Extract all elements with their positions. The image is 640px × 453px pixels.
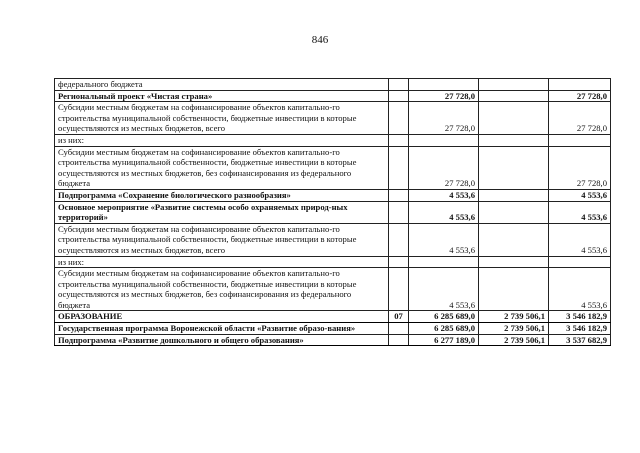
row-name-cell: федерального бюджета [55,79,389,91]
row-col2-cell [479,146,549,189]
row-code-cell [389,102,409,135]
row-col3-cell: 27 728,0 [549,146,611,189]
budget-table-body [55,79,611,346]
row-col3-cell: 3 537 682,9 [549,334,611,346]
table-row [55,189,611,201]
row-code-cell [389,146,409,189]
row-name-cell: ОБРАЗОВАНИЕ [55,311,389,323]
table-row [55,90,611,102]
row-col2-cell [479,134,549,146]
row-name-cell: Региональный проект «Чистая страна» [55,90,389,102]
row-total-cell: 6 277 189,0 [409,334,479,346]
row-col2-cell: 2 739 506,1 [479,334,549,346]
row-total-cell: 4 553,6 [409,223,479,256]
row-col2-cell: 2 739 506,1 [479,323,549,335]
row-col2-cell [479,223,549,256]
table-row [55,334,611,346]
row-code-cell [389,90,409,102]
row-col3-cell [549,79,611,91]
row-col2-cell: 2 739 506,1 [479,311,549,323]
row-total-cell: 6 285 689,0 [409,311,479,323]
row-col2-cell [479,256,549,268]
row-name-cell: Подпрограмма «Сохранение биологического разнообразия» [55,189,389,201]
budget-table [54,78,611,346]
table-row [55,268,611,311]
row-code-cell [389,201,409,223]
row-code-cell [389,256,409,268]
table-row [55,201,611,223]
table-row [55,79,611,91]
row-total-cell: 27 728,0 [409,146,479,189]
row-name-cell: Субсидии местным бюджетам на софинансирование объектов капитально-го строительства муниципальной собственности, бюджетные инвестиции в которые осуществляются из местных бюджетов, без софинансирования из федерального бюджета [55,268,389,311]
row-code-cell [389,334,409,346]
table-row [55,311,611,323]
row-code-cell [389,134,409,146]
row-name-cell: Субсидии местным бюджетам на софинансирование объектов капитально-го строительства муниципальной собственности, бюджетные инвестиции в которые осуществляются из местных бюджетов, всего [55,102,389,135]
table-row [55,102,611,135]
row-total-cell [409,256,479,268]
row-col2-cell [479,201,549,223]
row-col3-cell: 3 546 182,9 [549,323,611,335]
row-col3-cell [549,256,611,268]
table-row [55,323,611,335]
row-total-cell [409,79,479,91]
row-col3-cell: 3 546 182,9 [549,311,611,323]
row-code-cell [389,223,409,256]
table-row [55,223,611,256]
row-col3-cell: 4 553,6 [549,189,611,201]
row-col3-cell: 4 553,6 [549,223,611,256]
page-number: 846 [311,34,329,46]
row-col3-cell: 27 728,0 [549,102,611,135]
row-name-cell: Субсидии местным бюджетам на софинансирование объектов капитально-го строительства муниципальной собственности, бюджетные инвестиции в которые осуществляются из местных бюджетов, всего [55,223,389,256]
row-col3-cell: 4 553,6 [549,268,611,311]
row-code-cell [389,79,409,91]
row-name-cell: Подпрограмма «Развитие дошкольного и общего образования» [55,334,389,346]
row-col2-cell [479,102,549,135]
table-row [55,256,611,268]
row-col2-cell [479,90,549,102]
row-name-cell: Основное мероприятие «Развитие системы особо охраняемых природ-ных территорий» [55,201,389,223]
row-total-cell: 27 728,0 [409,90,479,102]
row-code-cell [389,268,409,311]
row-col3-cell: 27 728,0 [549,90,611,102]
row-total-cell: 6 285 689,0 [409,323,479,335]
row-total-cell: 27 728,0 [409,102,479,135]
row-code-cell [389,323,409,335]
row-total-cell: 4 553,6 [409,268,479,311]
row-col2-cell [479,189,549,201]
row-name-cell: из них: [55,134,389,146]
row-col2-cell [479,79,549,91]
row-name-cell: Государственная программа Воронежской области «Развитие образо-вания» [55,323,389,335]
row-total-cell: 4 553,6 [409,189,479,201]
row-col2-cell [479,268,549,311]
table-row [55,134,611,146]
row-name-cell: Субсидии местным бюджетам на софинансирование объектов капитально-го строительства муниципальной собственности, бюджетные инвестиции в которые осуществляются из местных бюджетов, без софинансирования из федерального бюджета [55,146,389,189]
table-row [55,146,611,189]
row-total-cell [409,134,479,146]
row-code-cell: 07 [389,311,409,323]
row-code-cell [389,189,409,201]
row-col3-cell [549,134,611,146]
row-total-cell: 4 553,6 [409,201,479,223]
row-name-cell: из них: [55,256,389,268]
row-col3-cell: 4 553,6 [549,201,611,223]
